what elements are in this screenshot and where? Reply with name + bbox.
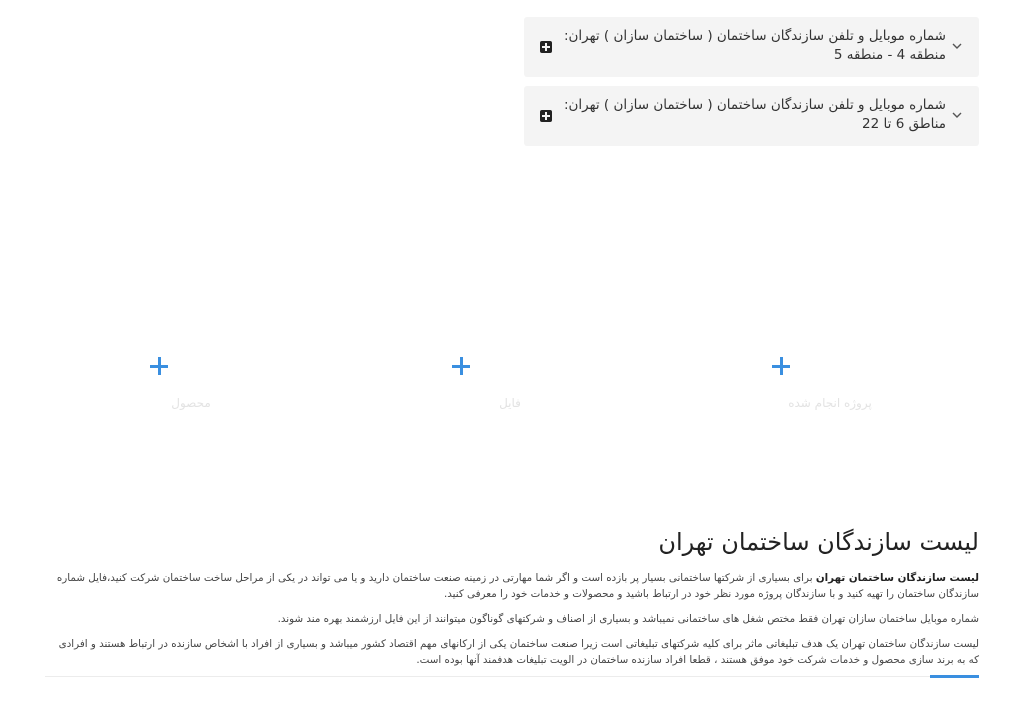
accordion-title-line1: شماره موبایل و تلفن سازندگان ساختمان ( ساختمان سازان ) تهران: bbox=[563, 97, 946, 113]
article-keyword-bold: لیست سازندگان ساختمان تهران bbox=[815, 572, 979, 584]
accordion-title-line2: منطقه 4 - منطقه 5 bbox=[833, 47, 946, 63]
counter-label: فایل bbox=[499, 396, 521, 410]
accordion-title-line1: شماره موبایل و تلفن سازندگان ساختمان ( ساختمان سازان ) تهران: bbox=[563, 28, 946, 44]
counter-label: پروژه انجام شده bbox=[788, 396, 872, 410]
accordion-title bbox=[546, 27, 946, 65]
plus-icon bbox=[452, 357, 470, 375]
divider-accent-bar bbox=[930, 675, 979, 678]
plus-icon bbox=[150, 357, 168, 375]
article-paragraph-3: لیست سازندگان ساختمان تهران یک هدف تبلیغاتی ماثر برای کلیه شرکتهای تبلیغاتی است زیرا صنعت ساختمان یکی از ارکانهای مهم اقتصاد کشور میباشد و بسیاری از افراد با اشخاص سازنده در ارتباط هستند و افرادی که به برند سازی محصول و خدمات شرکت خود موفق هستند ، قطعا افراد سازنده ساختمان در الویت تبلیغات هدفمند آنها بوده است. bbox=[58, 638, 979, 666]
plus-square-icon[interactable] bbox=[540, 41, 552, 53]
counter-label: محصول bbox=[171, 396, 211, 410]
plus-icon bbox=[772, 357, 790, 375]
article-title: لیست سازندگان ساختمان تهران bbox=[658, 528, 979, 556]
accordion-title-line2: مناطق 6 تا 22 bbox=[862, 116, 946, 132]
phone-list-accordion bbox=[524, 17, 979, 155]
article-paragraph-2: شماره موبایل ساختمان سازان تهران فقط مختص شغل های ساختمانی نمیباشد و بسیاری از اصناف و شرکتهای گوناگون میتوانند از این فایل ارزشمند بهره مند شوند. bbox=[277, 613, 979, 625]
plus-square-icon[interactable] bbox=[540, 110, 552, 122]
accordion-title bbox=[546, 96, 946, 134]
accordion-item-region-4-5[interactable] bbox=[524, 17, 979, 77]
accordion-item-region-6-22[interactable] bbox=[524, 86, 979, 146]
section-divider bbox=[45, 676, 979, 677]
article-paragraph-1-text: برای بسیاری از شرکتها ساختمانی بسیار پر بازده است و اگر شما مهارتی در زمینه صنعت ساختمان دارید و یا می تواند در یکی از مراحل ساخت ساختمان شرکت کنید،فایل شماره سازندگان ساختمان را تهیه کنید و با سازندگان پروژه مورد نظر خود در ارتباط باشید و محصولات و خدمات خود را معرفی کنید. bbox=[56, 572, 979, 600]
chevron-down-icon bbox=[950, 108, 964, 122]
article-paragraph-1 bbox=[49, 570, 979, 602]
chevron-down-icon bbox=[950, 39, 964, 53]
